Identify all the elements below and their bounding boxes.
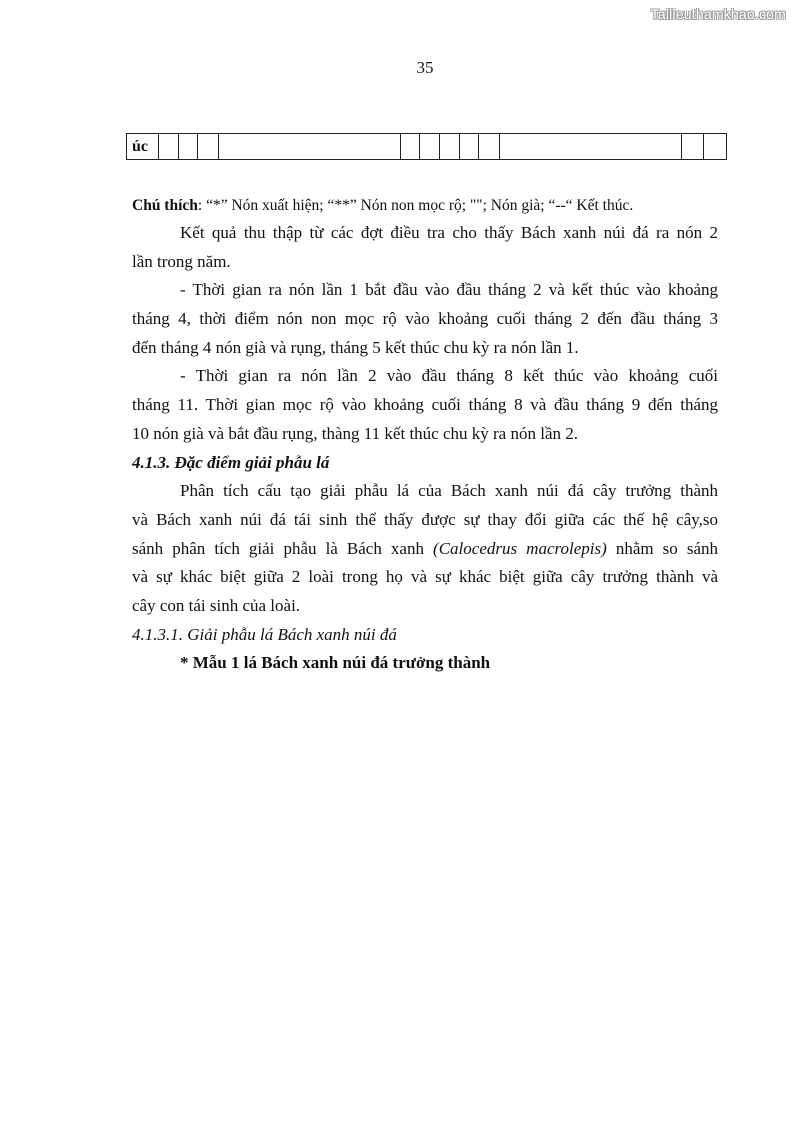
table-cell [479, 134, 500, 160]
table-cell [420, 134, 440, 160]
paragraph-line: tháng 4, thời điểm nón non mọc rộ vào khoảng cuối tháng 2 đến đầu tháng 3 [132, 309, 718, 329]
text-run: nhằm so sánh [606, 538, 719, 558]
section-heading: 4.1.3. Đặc điểm giải phẫu lá [132, 452, 330, 472]
page-number: 35 [416, 58, 434, 77]
sample-heading: * Mẫu 1 lá Bách xanh núi đá trưởng thành [180, 653, 491, 673]
paragraph-line [132, 535, 718, 564]
table-cell: úc [127, 134, 159, 160]
table-cell [401, 134, 420, 160]
paragraph-line: và Bách xanh núi đá tái sinh thể thấy được sự thay đổi giữa các thế hệ cây,so [132, 509, 718, 529]
text-run: sánh phân tích giải phẫu là Bách xanh [132, 538, 434, 558]
note-label: Chú thích [132, 197, 198, 214]
table-cell [460, 134, 479, 160]
body-text [132, 193, 718, 678]
paragraph-line: đến tháng 4 nón già và rụng, tháng 5 kết thúc chu kỳ ra nón lần 1. [132, 337, 579, 357]
subsection-heading: 4.1.3.1. Giải phẫu lá Bách xanh núi đá [132, 624, 397, 644]
phenology-table-fragment [126, 133, 727, 160]
note-text: : “*” Nón xuất hiện; “**” Nón non mọc rộ; ""; Nón già; “--“ Kết thúc. [197, 197, 634, 214]
table-cell [704, 134, 727, 160]
paragraph-line: tháng 11. Thời gian mọc rộ vào khoảng cuối tháng 8 và đầu tháng 9 đến tháng [132, 395, 718, 415]
table-cell [179, 134, 198, 160]
paragraph-line: lần trong năm. [132, 251, 231, 271]
table-cell [198, 134, 219, 160]
table-note [132, 193, 718, 219]
table-row [127, 134, 727, 160]
paragraph-line: cây con tái sinh của loài. [132, 595, 301, 615]
table-cell [682, 134, 704, 160]
paragraph-line: Kết quả thu thập từ các đợt điều tra cho thấy Bách xanh núi đá ra nón 2 [180, 223, 718, 242]
paragraph-line: - Thời gian ra nón lần 1 bắt đầu vào đầu tháng 2 và kết thúc vào khoảng [180, 280, 718, 300]
table-cell [500, 134, 682, 160]
species-name: (Calocedrus macrolepis) [433, 538, 607, 558]
paragraph-line: và sự khác biệt giữa 2 loài trong họ và sự khác biệt giữa cây trưởng thành và [132, 567, 718, 587]
paragraph-line: - Thời gian ra nón lần 2 vào đầu tháng 8 kết thúc vào khoảng cuối [180, 366, 718, 386]
watermark: Tailieuthamkhao.com [650, 6, 786, 22]
table-cell [159, 134, 179, 160]
paragraph-line: Phân tích cấu tạo giải phẫu lá của Bách xanh núi đá cây trưởng thành [180, 481, 718, 501]
table-cell [219, 134, 401, 160]
paragraph-line: 10 nón già và bắt đầu rụng, thàng 11 kết thúc chu kỳ ra nón lần 2. [132, 423, 578, 443]
table-cell [440, 134, 460, 160]
